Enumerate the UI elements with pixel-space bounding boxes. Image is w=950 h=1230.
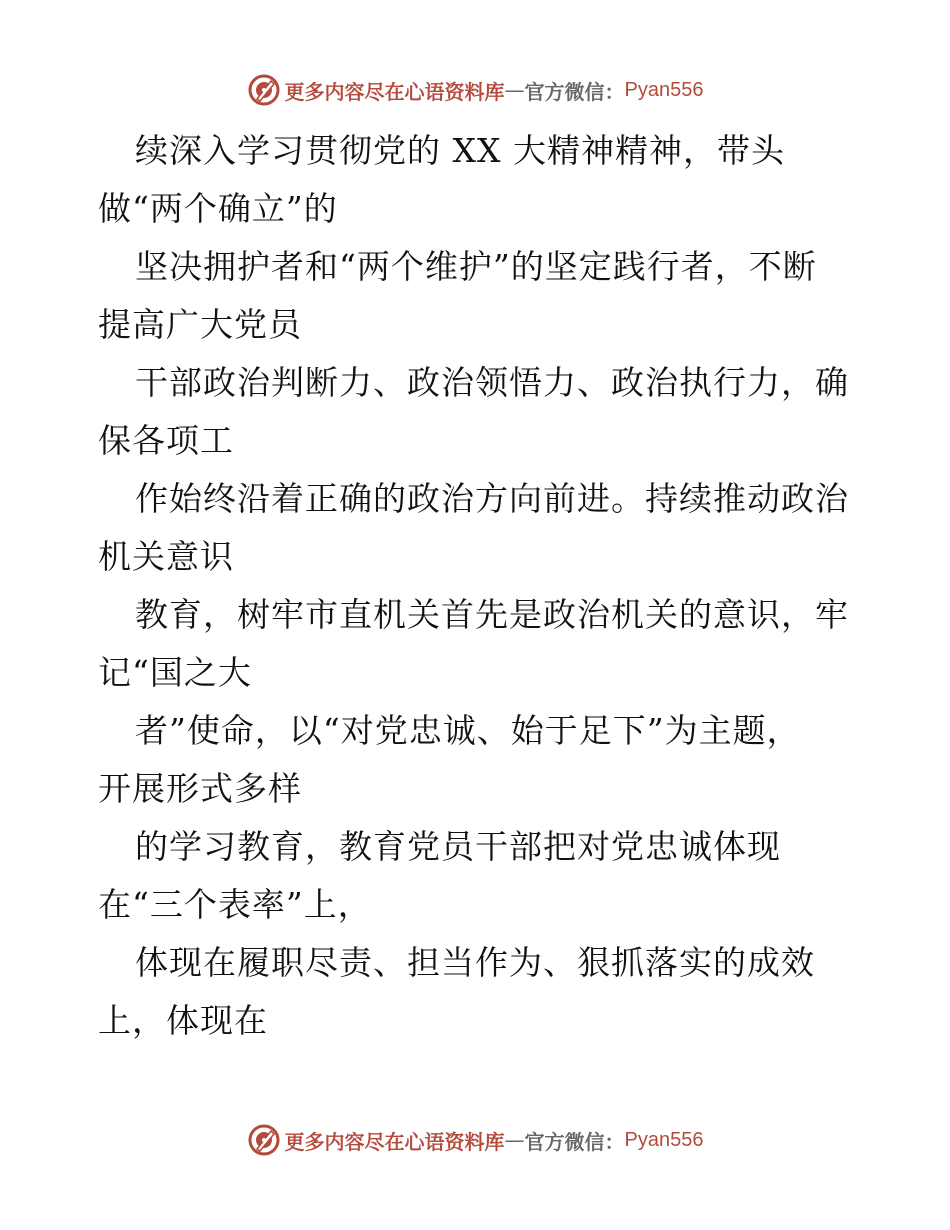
- text-line: 提高广大党员: [98, 305, 302, 344]
- text-line: 做“两个确立”的: [98, 189, 338, 228]
- text-line: 干部政治判断力、政治领悟力、政治执行力，确: [135, 363, 849, 402]
- header-wechat-label: 官方微信：: [524, 79, 625, 104]
- header-wechat-id: Pyan556: [624, 78, 704, 101]
- document-body: [98, 122, 858, 1050]
- text-line: 续深入学习贯彻党的 XX 大精神精神，带头: [135, 131, 785, 170]
- footer-separator: —: [504, 1128, 525, 1152]
- footer-wechat-label: 官方微信：: [524, 1129, 625, 1154]
- footer-banner: [0, 1120, 950, 1160]
- header-brand-text: 更多内容尽在心语资料库: [284, 79, 505, 104]
- text-line: 记“国之大: [98, 653, 252, 692]
- text-line: 机关意识: [98, 537, 234, 576]
- text-line: 的学习教育，教育党员干部把对党忠诚体现: [135, 827, 781, 866]
- text-line: 教育，树牢市直机关首先是政治机关的意识，牢: [135, 595, 849, 634]
- pen-nib-logo-icon: [247, 73, 281, 107]
- footer-brand-text: 更多内容尽在心语资料库: [284, 1129, 505, 1154]
- text-line: 上，体现在: [98, 1001, 268, 1040]
- text-line: 体现在履职尽责、担当作为、狠抓落实的成效: [135, 943, 815, 982]
- text-line: 开展形式多样: [98, 769, 302, 808]
- text-line: 作始终沿着正确的政治方向前进。持续推动政治: [135, 479, 849, 518]
- text-line: 坚决拥护者和“两个维护”的坚定践行者，不断: [135, 247, 817, 286]
- text-line: 在“三个表率”上，: [98, 885, 372, 924]
- pen-nib-logo-icon: [247, 1123, 281, 1157]
- text-line: 保各项工: [98, 421, 234, 460]
- header-separator: —: [504, 78, 525, 102]
- header-banner: [0, 70, 950, 110]
- footer-wechat-id: Pyan556: [624, 1128, 704, 1151]
- text-line: 者”使命，以“对党忠诚、始于足下”为主题，: [135, 711, 801, 750]
